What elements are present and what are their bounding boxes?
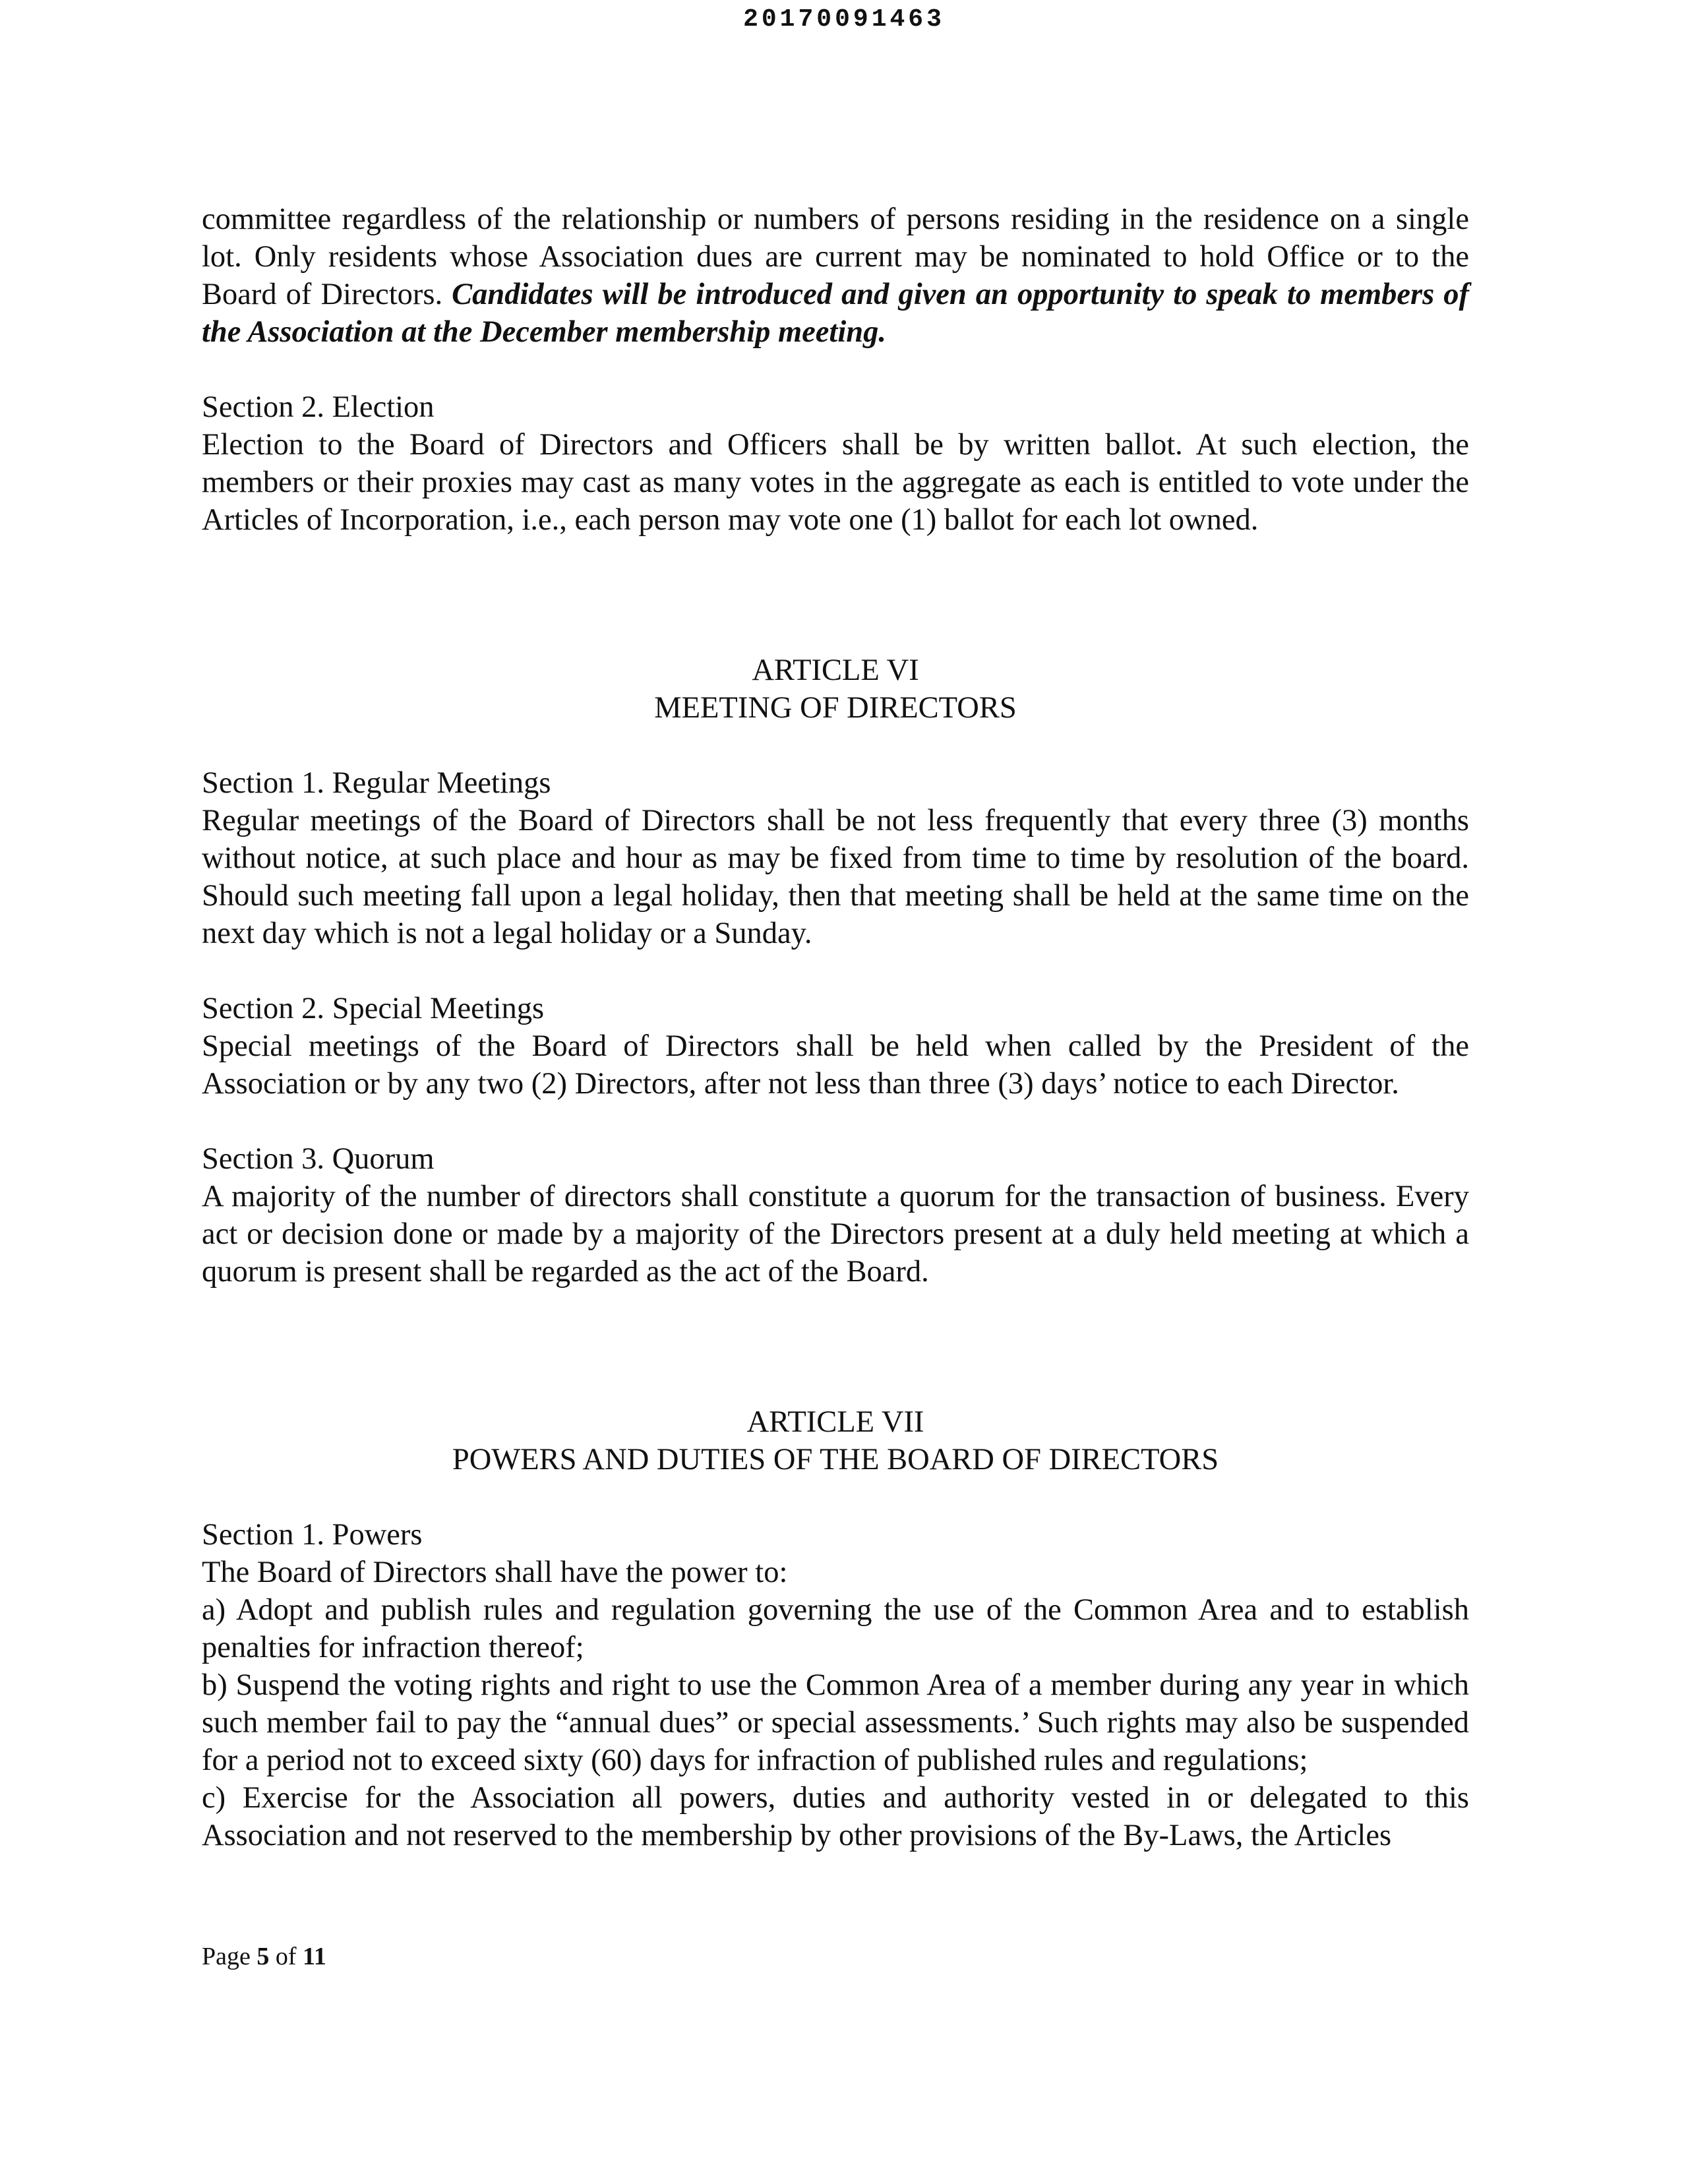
section-heading: Section 1. Regular Meetings xyxy=(202,766,551,800)
intro-paragraph xyxy=(202,200,1469,351)
section-heading: Section 2. Election xyxy=(202,390,435,424)
page-footer xyxy=(202,1940,326,1973)
section-body: Election to the Board of Directors and Officers shall be by written ballot. At such election, the members or their proxies may cast as many votes in the aggregate as each is entitled to vote under the Articles of Incorporation, i.e., each person may vote one (1) ballot for each lot owned. xyxy=(202,428,1469,537)
section-heading: Section 3. Quorum xyxy=(202,1142,435,1176)
section-heading: Section 2. Special Meetings xyxy=(202,992,545,1025)
spacer xyxy=(202,1478,1469,1516)
section-heading: Section 1. Powers xyxy=(202,1518,423,1552)
section-body: Special meetings of the Board of Directors shall be held when called by the President of the Association or by any two (2) Directors, after not less than three (3) days’ notice to each Director. xyxy=(202,1029,1469,1101)
spacer xyxy=(202,1103,1469,1140)
section-body: Regular meetings of the Board of Directors shall be not less frequently that every three (3) months without notice, at such place and hour as may be fixed from time to time by resolution of the board. Should such meeting fall upon a legal holiday, then that meeting shall be held at the same time on the next day which is not a legal holiday or a Sunday. xyxy=(202,804,1469,950)
document-number: 20170091463 xyxy=(743,5,945,34)
section-lead: The Board of Directors shall have the power to: xyxy=(202,1556,788,1589)
list-item: a) Adopt and publish rules and regulation governing the use of the Common Area and to establish penalties for infraction thereof; xyxy=(202,1593,1469,1664)
spacer xyxy=(202,1290,1469,1403)
page-total: 11 xyxy=(303,1943,326,1970)
article-number: ARTICLE VII xyxy=(746,1405,924,1439)
article-number: ARTICLE VI xyxy=(752,653,919,687)
list-item: c) Exercise for the Association all powers, duties and authority vested in or delegated to this Association and not reserved to the membership by other provisions of the By-Laws, the Articles xyxy=(202,1781,1469,1852)
page-label: Page xyxy=(202,1943,251,1970)
spacer xyxy=(202,351,1469,388)
page-of-label: of xyxy=(275,1943,297,1970)
spacer xyxy=(202,539,1469,652)
spacer xyxy=(202,727,1469,764)
article-title: POWERS AND DUTIES OF THE BOARD OF DIRECTORS xyxy=(452,1443,1219,1476)
spacer xyxy=(202,952,1469,990)
page-number: 5 xyxy=(256,1943,270,1970)
intro-text: committee regardless of the relationship or numbers of persons residing in the residence on a single lot. Only residents whose Association dues are current may be nominated to hold Office or to the Board of Directors. xyxy=(202,202,1469,311)
intro-emphasis: Candidates will be introduced and given an opportunity to speak to members of the Association at the December membership meeting. xyxy=(202,278,1469,349)
list-item: b) Suspend the voting rights and right to use the Common Area of a member during any year in which such member fail to pay the “annual dues” or special assessments.’ Such rights may also be suspended for a period not to exceed sixty (60) days for infraction of published rules and regulations; xyxy=(202,1668,1469,1777)
section-body: A majority of the number of directors shall constitute a quorum for the transaction of business. Every act or decision done or made by a majority of the Directors present at a duly held meeting at which a quorum is present shall be regarded as the act of the Board. xyxy=(202,1180,1469,1289)
article-title: MEETING OF DIRECTORS xyxy=(654,691,1017,725)
page-body xyxy=(202,200,1469,1854)
